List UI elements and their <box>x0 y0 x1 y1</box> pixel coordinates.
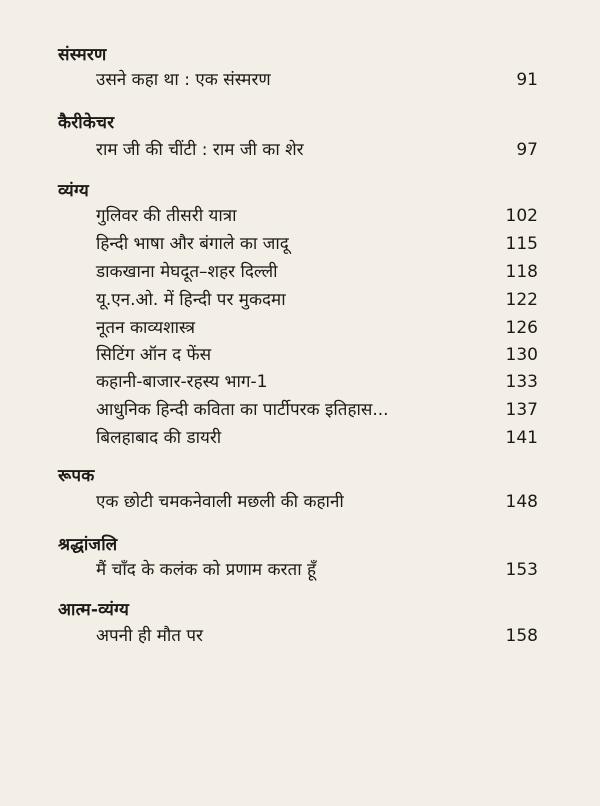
section-title-sansmaran: संस्मरण <box>58 45 107 65</box>
entry-title: हिन्दी भाषा और बंगाले का जादू <box>96 234 289 254</box>
section-title-caricature: कैरीकेचर <box>58 113 115 133</box>
entry-page: 118 <box>505 262 538 282</box>
entry-title: बिलहाबाद की डायरी <box>96 428 222 448</box>
entry-page: 148 <box>505 492 538 512</box>
entry-page: 137 <box>505 400 538 420</box>
entry-title: यू.एन.ओ. में हिन्दी पर मुकदमा <box>96 290 286 310</box>
entry-page: 97 <box>516 140 538 160</box>
entry-page: 153 <box>505 560 538 580</box>
entry-title: डाकखाना मेघदूत–शहर दिल्ली <box>96 262 278 282</box>
entry-page: 91 <box>516 70 538 90</box>
entry-title: अपनी ही मौत पर <box>96 626 203 646</box>
entry-title: राम जी की चींटी : राम जी का शेर <box>96 140 304 160</box>
section-title-vyangya: व्यंग्य <box>58 181 89 201</box>
entry-page: 158 <box>505 626 538 646</box>
entry-page: 115 <box>505 234 538 254</box>
entry-page: 133 <box>505 372 538 392</box>
entry-title: सिटिंग ऑन द फेंस <box>96 345 212 365</box>
entry-page: 102 <box>505 206 538 226</box>
entry-title: आधुनिक हिन्दी कविता का पार्टीपरक इतिहास... <box>96 400 389 420</box>
entry-title: एक छोटी चमकनेवाली मछली की कहानी <box>96 492 344 512</box>
section-title-roopak: रूपक <box>58 466 95 486</box>
entry-title: नूतन काव्यशास्त्र <box>96 318 196 338</box>
entry-page: 141 <box>505 428 538 448</box>
entry-title: मैं चाँद के कलंक को प्रणाम करता हूँ <box>96 560 317 580</box>
entry-title: कहानी-बाजार-रहस्य भाग-1 <box>96 372 268 392</box>
entry-title: उसने कहा था : एक संस्मरण <box>96 70 271 90</box>
section-title-aatm-vyangya: आत्म-व्यंग्य <box>58 600 130 620</box>
entry-page: 126 <box>505 318 538 338</box>
entry-page: 122 <box>505 290 538 310</box>
entry-title: गुलिवर की तीसरी यात्रा <box>96 206 237 226</box>
entry-page: 130 <box>505 345 538 365</box>
section-title-shraddhanjali: श्रद्धांजलि <box>58 535 118 555</box>
